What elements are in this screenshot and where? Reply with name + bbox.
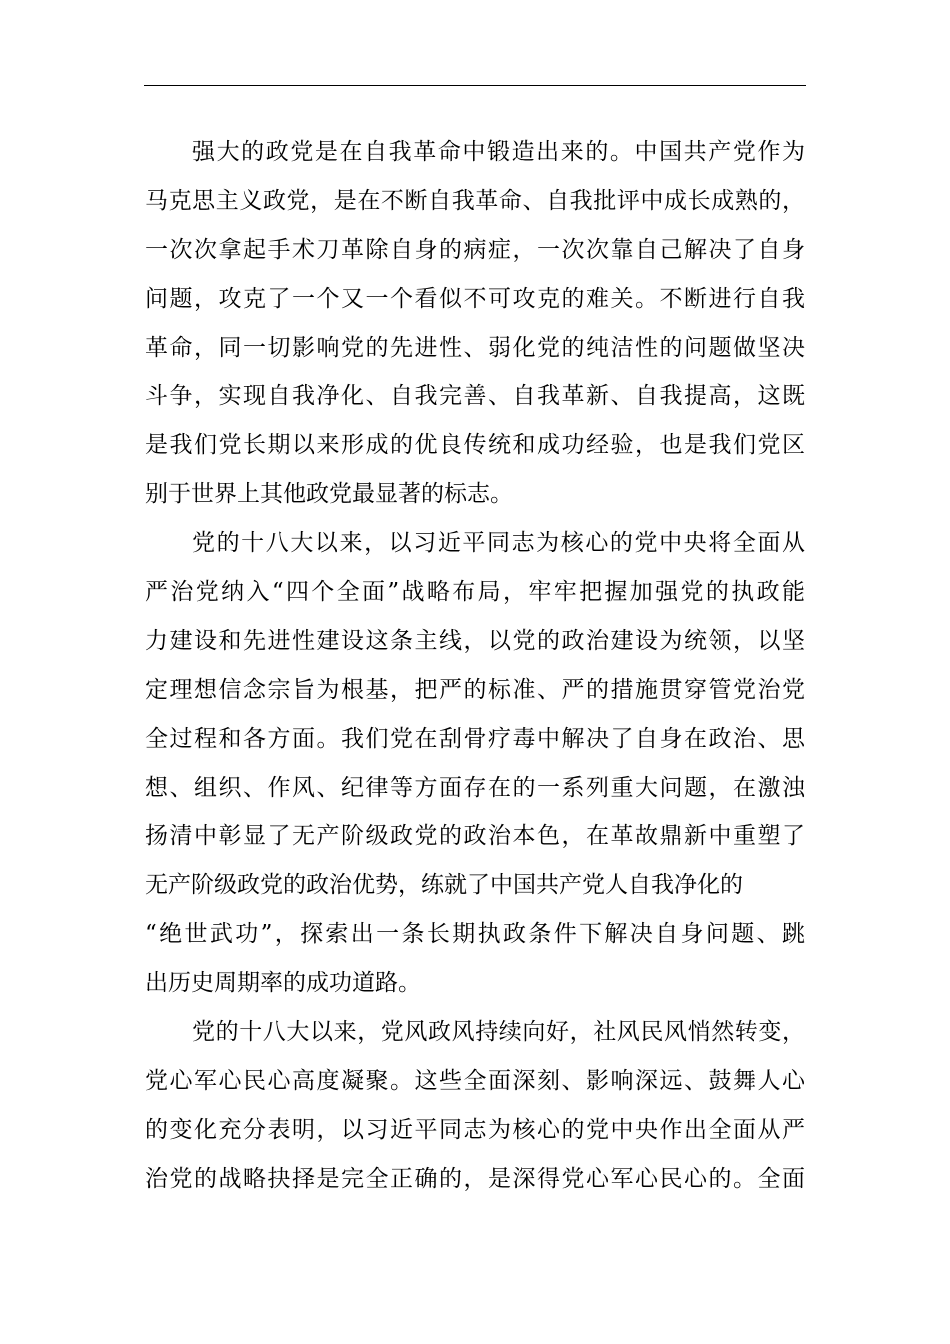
text-line: 党的十八大以来，党风政风持续向好，社风民风悄然转变， xyxy=(192,1019,805,1046)
text-line: 想、组织、作风、纪律等方面存在的一系列重大问题，在激浊 xyxy=(145,774,805,801)
text-line: 治党的战略抉择是完全正确的，是深得党心军心民心的。全面 xyxy=(145,1165,805,1192)
text-line: 革命，同一切影响党的先进性、弱化党的纯洁性的问题做坚决 xyxy=(145,334,805,361)
text-line: 是我们党长期以来形成的优良传统和成功经验，也是我们党区 xyxy=(145,432,805,459)
text-line: 党的十八大以来，以习近平同志为核心的党中央将全面从 xyxy=(192,530,805,557)
text-line: 党心军心民心高度凝聚。这些全面深刻、影响深远、鼓舞人心 xyxy=(145,1067,805,1094)
text-line: 一次次拿起手术刀革除自身的病症，一次次靠自己解决了自身 xyxy=(145,236,805,263)
header-rule xyxy=(144,85,806,86)
text-line: 出历史周期率的成功道路。 xyxy=(145,970,421,997)
text-line: “绝世武功”，探索出一条长期执政条件下解决自身问题、跳 xyxy=(145,921,805,948)
body-text xyxy=(145,128,805,1204)
text-line: 力建设和先进性建设这条主线，以党的政治建设为统领，以坚 xyxy=(145,627,805,654)
text-line: 马克思主义政党，是在不断自我革命、自我批评中成长成熟的， xyxy=(145,187,805,214)
paragraph-2 xyxy=(145,519,805,1008)
paragraph-3 xyxy=(145,1008,805,1204)
text-line: 无产阶级政党的政治优势，练就了中国共产党人自我净化的 xyxy=(145,872,743,899)
text-line: 别于世界上其他政党最显著的标志。 xyxy=(145,481,513,508)
text-line: 定理想信念宗旨为根基，把严的标准、严的措施贯穿管党治党 xyxy=(145,676,805,703)
text-line: 严治党纳入“四个全面”战略布局，牢牢把握加强党的执政能 xyxy=(145,579,805,606)
paragraph-1 xyxy=(145,128,805,519)
text-line: 的变化充分表明，以习近平同志为核心的党中央作出全面从严 xyxy=(145,1116,805,1143)
text-line: 问题，攻克了一个又一个看似不可攻克的难关。不断进行自我 xyxy=(145,285,805,312)
text-line: 全过程和各方面。我们党在刮骨疗毒中解决了自身在政治、思 xyxy=(145,725,805,752)
text-line: 斗争，实现自我净化、自我完善、自我革新、自我提高，这既 xyxy=(145,383,805,410)
text-line: 强大的政党是在自我革命中锻造出来的。中国共产党作为 xyxy=(192,139,805,165)
text-line: 扬清中彰显了无产阶级政党的政治本色，在革故鼎新中重塑了 xyxy=(145,823,805,850)
